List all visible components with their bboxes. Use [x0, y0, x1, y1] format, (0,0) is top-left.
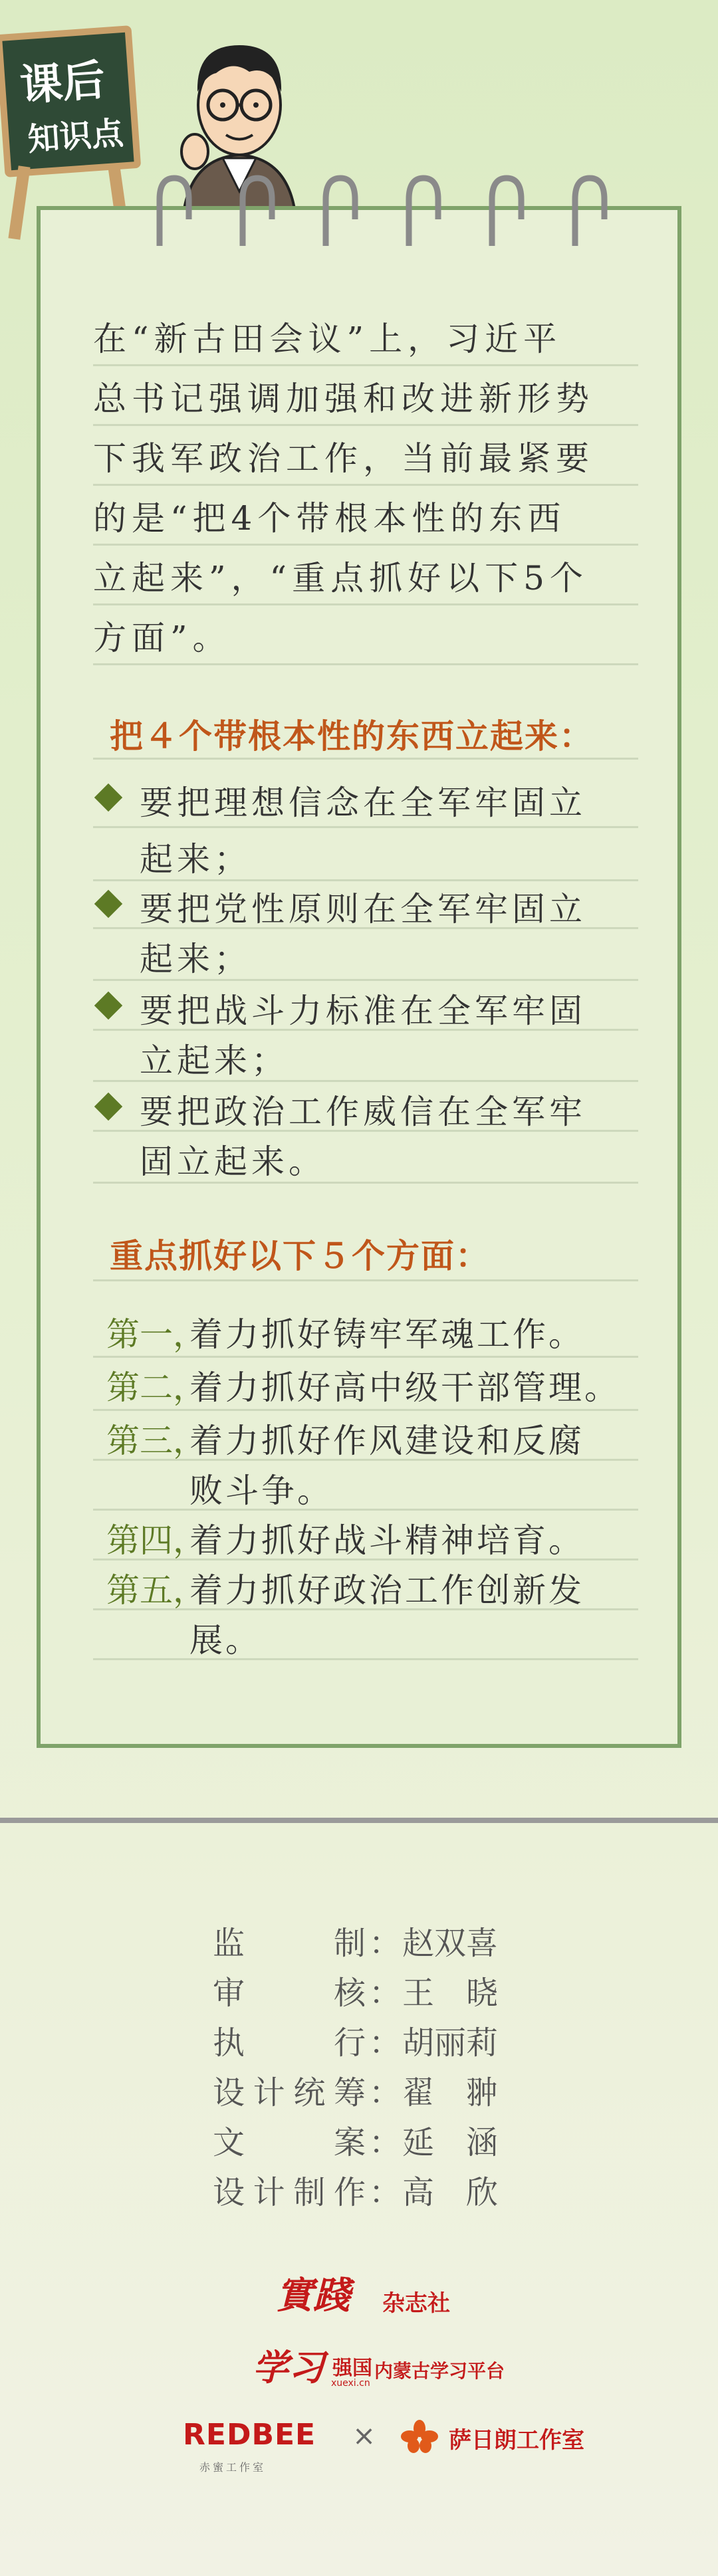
credit-name: 王 晓	[402, 1975, 499, 2012]
aspect-number: 第五，	[106, 1571, 206, 1610]
ruled-line	[93, 484, 638, 486]
aspect-text: 着力抓好作风建设和反腐	[189, 1422, 584, 1460]
redbee-logo: REDBEE	[183, 2418, 316, 2452]
credit-colon: ：	[369, 1925, 402, 1962]
section-heading-foundations: 把４个带根本性的东西立起来：	[110, 716, 594, 756]
aspect-text: 败斗争。	[189, 1471, 333, 1510]
foundation-item-line: 要把理想信念在全军牢固立	[140, 784, 586, 822]
credit-colon: ：	[369, 2124, 402, 2161]
ruled-line	[93, 1080, 638, 1082]
aspect-number: 第三，	[106, 1422, 206, 1460]
intro-line: 立起来”，“重点抓好以下5个	[93, 559, 588, 597]
credit-label: 执行	[213, 2024, 366, 2062]
credit-name: 胡丽莉	[402, 2024, 499, 2062]
credit-colon: ：	[369, 2174, 402, 2211]
ruled-line	[93, 1608, 638, 1610]
binder-rings	[133, 173, 638, 253]
ruled-line	[93, 1182, 638, 1184]
xuexi-logo: 学习	[253, 2346, 324, 2389]
aspect-text: 着力抓好高中级干部管理。	[189, 1368, 620, 1407]
credit-name: 翟 翀	[402, 2074, 499, 2111]
ruled-line	[93, 603, 638, 605]
ruled-line	[93, 879, 638, 881]
ruled-line	[93, 1658, 638, 1660]
badge-line-2: 知识点	[26, 114, 125, 159]
shijian-logo: 實踐	[276, 2274, 350, 2317]
ruled-line	[93, 1409, 638, 1411]
credit-label: 监制	[213, 1925, 366, 1962]
foundation-item-line: 立起来；	[140, 1041, 289, 1080]
credit-colon: ：	[369, 1975, 402, 2012]
xuexi-domain: xuexi.cn	[331, 2378, 370, 2389]
aspect-number: 第四，	[106, 1521, 206, 1560]
intro-line: 的是“把4个带根本性的东西	[93, 499, 566, 538]
lesson-badge	[0, 25, 141, 177]
section-divider	[0, 1818, 718, 1823]
sarilang-logo: 萨日朗工作室	[449, 2427, 584, 2454]
aspect-text: 着力抓好政治工作创新发	[189, 1571, 584, 1610]
credit-colon: ：	[369, 2074, 402, 2111]
intro-line: 总书记强调加强和改进新形势	[93, 379, 594, 418]
cross-separator: ×	[352, 2419, 376, 2452]
xuexi-logo-suffix: 强国	[332, 2357, 372, 2380]
intro-line: 在“新古田会议”上，习近平	[93, 320, 562, 358]
ruled-line	[93, 1130, 638, 1132]
ruled-line	[93, 1509, 638, 1511]
ruled-line	[93, 663, 638, 665]
ruled-line	[93, 1459, 638, 1461]
credit-colon: ：	[369, 2024, 402, 2062]
intro-line: 下我军政治工作，当前最紧要	[93, 439, 594, 478]
section-heading-aspects: 重点抓好以下５个方面：	[110, 1236, 490, 1275]
credit-name: 赵双喜	[402, 1925, 499, 1962]
ruled-line	[93, 1558, 638, 1560]
foundation-item-line: 起来；	[140, 840, 251, 879]
ruled-line	[93, 1356, 638, 1358]
ruled-line	[93, 758, 638, 760]
ruled-line	[93, 544, 638, 546]
credit-label: 审核	[213, 1975, 366, 2012]
credit-name: 延 涵	[402, 2124, 499, 2161]
foundation-item-line: 要把党性原则在全军牢固立	[140, 890, 586, 928]
shijian-logo-suffix: 杂志社	[382, 2290, 450, 2317]
xuexi-platform: 内蒙古学习平台	[374, 2360, 505, 2382]
credit-label: 设计制作	[213, 2174, 366, 2211]
ruled-line	[93, 364, 638, 366]
aspect-number: 第一，	[106, 1315, 206, 1354]
ruled-line	[93, 979, 638, 981]
intro-line: 方面”。	[93, 619, 231, 657]
ruled-line	[93, 424, 638, 426]
ruled-line	[93, 1029, 638, 1031]
credit-label: 文案	[213, 2124, 366, 2161]
flower-icon	[399, 2419, 440, 2454]
foundation-item-line: 要把政治工作威信在全军牢	[140, 1093, 586, 1131]
aspect-text: 着力抓好战斗精神培育。	[189, 1521, 584, 1560]
aspect-number: 第二，	[106, 1368, 206, 1407]
foundation-item-line: 固立起来。	[140, 1142, 326, 1181]
foundation-item-line: 要把战斗力标准在全军牢固	[140, 992, 586, 1030]
credit-name: 高 欣	[402, 2174, 499, 2211]
credit-label: 设计统筹	[213, 2074, 366, 2111]
ruled-line	[93, 927, 638, 929]
aspect-text: 展。	[189, 1621, 261, 1660]
foundation-item-line: 起来；	[140, 940, 251, 978]
ruled-line	[93, 1279, 638, 1281]
badge-line-1: 课后	[18, 56, 107, 111]
aspect-text: 着力抓好铸牢军魂工作。	[189, 1315, 584, 1354]
redbee-sub: 赤蜜工作室	[199, 2461, 267, 2474]
ruled-line	[93, 826, 638, 828]
